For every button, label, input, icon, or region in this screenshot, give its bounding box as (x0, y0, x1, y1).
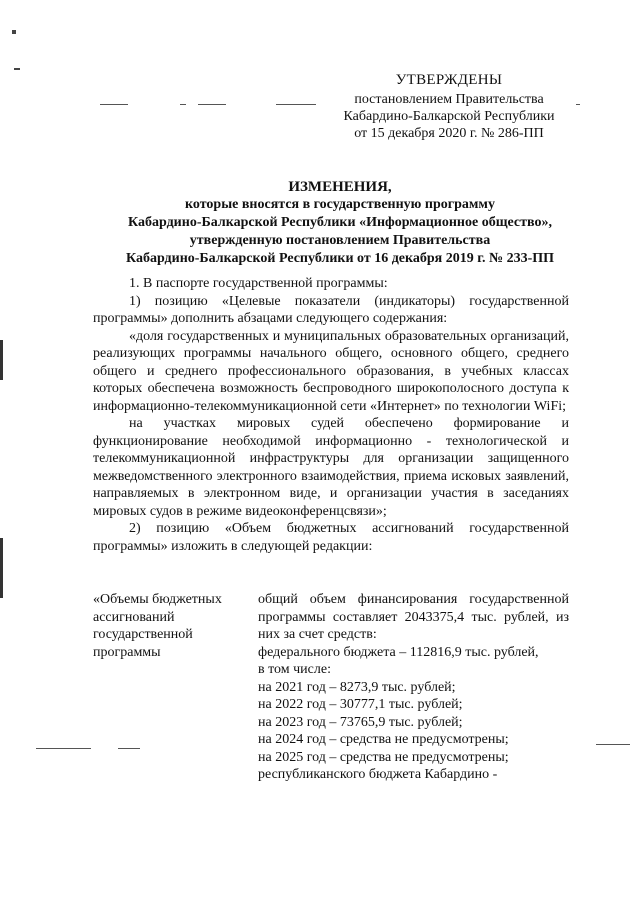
paragraph: на участках мировых судей обеспечено формирование и функционирование необходимой информационно - технологической и телекоммуникационной инфраструктуры для организации защищенного межведомственного электронного взаимодействия, приема исковых заявлений, направляемых в электронном виде, и организации участия в заседаниях мировых судов в режиме видеоконференцсвязи»; (93, 416, 569, 519)
scan-dash (100, 104, 128, 105)
budget-line: на 2022 год – 30777,1 тыс. рублей; (258, 697, 463, 712)
budget-line: республиканского бюджета Кабардино - (258, 767, 498, 782)
scan-dash (276, 104, 316, 105)
scan-dash (180, 104, 186, 105)
paragraph: «доля государственных и муниципальных образовательных организаций, реализующих программы начального общего, основного общего, среднего общего и среднего профессионального образования, в учебных классах которых обеспечена возможность беспроводного широкополосного доступа к информационно-телекоммуникационной сети «Интернет» по технологии WiFi; (93, 328, 569, 414)
budget-total: общий объем финансирования государственной программы составляет 2043375,4 тыс. рублей, из них за счет средств: (258, 592, 569, 642)
title-line: которые вносятся в государственную программу (185, 197, 495, 212)
approval-line: постановлением Правительства (354, 92, 544, 107)
budget-line: федерального бюджета – 112816,9 тыс. рублей, (258, 644, 539, 660)
approval-line: от 15 декабря 2020 г. № 286-ПП (354, 126, 544, 141)
scan-dash (36, 748, 91, 749)
scan-dash (596, 744, 630, 745)
scan-dash (118, 748, 140, 749)
budget-details (258, 591, 569, 784)
budget-line: на 2023 год – 73765,9 тыс. рублей; (258, 714, 463, 730)
paragraph: 1) позицию «Целевые показатели (индикаторы) государственной программы» дополнить абзацами следующего содержания: (93, 293, 569, 326)
document-body (93, 275, 569, 555)
title-line: Кабардино-Балкарской Республики «Информационное общество», (128, 215, 552, 230)
budget-line: в том числе: (258, 662, 331, 677)
paragraph: 2) позицию «Объем бюджетных ассигнований государственной программы» изложить в следующей редакции: (93, 521, 569, 554)
budget-line: на 2021 год – 8273,9 тыс. рублей; (258, 679, 456, 695)
title-line: утвержденную постановлением Правительства (189, 233, 491, 248)
budget-line: на 2025 год – средства не предусмотрены; (258, 749, 509, 765)
approval-line: Кабардино-Балкарской Республики (343, 109, 555, 124)
title-heading: ИЗМЕНЕНИЯ, (288, 179, 392, 195)
scan-mark (14, 68, 20, 70)
scan-dash (198, 104, 226, 105)
budget-label: «Объемы бюджетных ассигнований государственной программы (93, 592, 222, 660)
scan-edge-bar (0, 538, 3, 598)
scan-edge-bar (0, 340, 3, 380)
approval-block (318, 72, 580, 142)
document-title (60, 178, 620, 268)
approval-heading: УТВЕРЖДЕНЫ (395, 72, 503, 88)
budget-line: на 2024 год – средства не предусмотрены; (258, 732, 509, 747)
scan-mark (12, 30, 16, 34)
paragraph: 1. В паспорте государственной программы: (129, 276, 388, 291)
title-line: Кабардино-Балкарской Республики от 16 декабря 2019 г. № 233-ПП (125, 251, 555, 266)
